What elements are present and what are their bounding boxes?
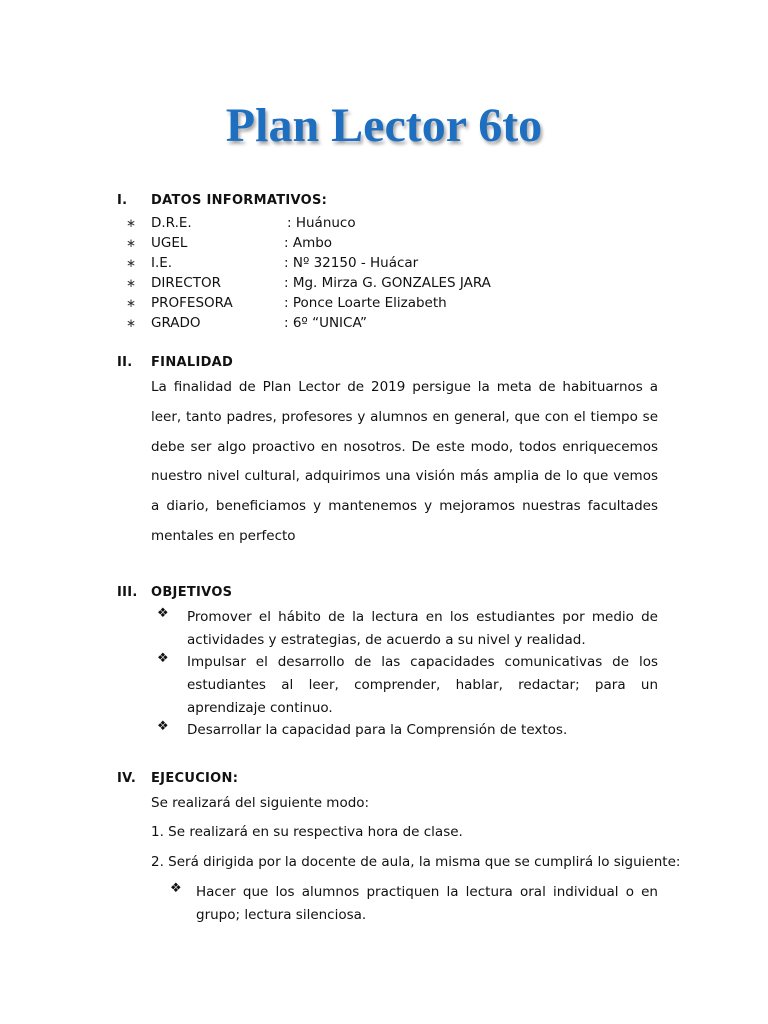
datos-row-grado — [126, 313, 646, 333]
ejecucion-subitem — [170, 881, 658, 927]
ejecucion-step: 1. Se realizará en su respectiva hora de clase. — [151, 824, 463, 840]
section-heading-datos — [117, 190, 327, 212]
datos-row-director — [126, 273, 646, 293]
section-title: OBJETIVOS — [151, 585, 233, 600]
datos-value: : Huánuco — [287, 215, 356, 231]
datos-list — [126, 213, 646, 333]
datos-value: : 6º “UNICA” — [284, 315, 368, 331]
objetivo-text: Desarrollar la capacidad para la Comprensión de textos. — [187, 722, 568, 738]
diamond-bullet-icon: ❖ — [170, 881, 182, 896]
datos-key: UGEL — [151, 235, 188, 251]
section-title: FINALIDAD — [151, 355, 234, 370]
objetivo-text: Impulsar el desarrollo de las capacidades comunicativas de los estudiantes al leer, comprender, hablar, redactar; para un aprendizaje continuo. — [187, 654, 658, 716]
diamond-bullet-icon: ❖ — [157, 651, 169, 666]
section-heading-objetivos — [117, 582, 232, 604]
asterisk-bullet-icon: ∗ — [126, 236, 137, 250]
objetivo-text: Promover el hábito de la lectura en los estudiantes por medio de actividades y estrategias, de acuerdo a su nivel y realidad. — [187, 609, 658, 648]
datos-row-ie — [126, 253, 646, 273]
ejecucion-step: 2. Será dirigida por la docente de aula, la misma que se cumplirá lo siguiente: — [151, 854, 681, 870]
section-heading-finalidad — [117, 352, 233, 374]
asterisk-bullet-icon: ∗ — [126, 216, 137, 230]
datos-row-dre — [126, 213, 646, 233]
datos-row-ugel — [126, 233, 646, 253]
datos-value: : Ambo — [284, 235, 333, 251]
datos-row-profesora — [126, 293, 646, 313]
section-title: EJECUCION: — [151, 771, 239, 786]
finalidad-paragraph: La finalidad de Plan Lector de 2019 persigue la meta de habituarnos a leer, tanto padres, profesores y alumnos en general, que con el tiempo se debe ser algo proactivo en nosotros. De este modo, todos enriquecemos nuestro nivel cultural, adquirimos una visión más amplia de lo que vemos a diario, beneficiamos y mantenemos y mejoramos nuestras facultades mentales en perfecto — [151, 379, 658, 544]
section-number: III. — [117, 585, 138, 600]
objetivo-item — [157, 719, 658, 742]
ejecucion-intro: Se realizará del siguiente modo: — [151, 795, 370, 811]
datos-value: : Ponce Loarte Elizabeth — [284, 295, 447, 311]
section-heading-ejecucion — [117, 768, 238, 790]
datos-value: : Nº 32150 - Huácar — [284, 255, 419, 271]
diamond-bullet-icon: ❖ — [157, 606, 169, 621]
document-title: Plan Lector 6to — [225, 99, 543, 152]
datos-key: D.R.E. — [151, 215, 192, 231]
ejecucion-subitem-text: Hacer que los alumnos practiquen la lectura oral individual o en grupo; lectura silenciosa. — [196, 884, 658, 923]
section-number: II. — [117, 355, 133, 370]
datos-key: I.E. — [151, 255, 173, 271]
objetivo-item — [157, 651, 658, 720]
asterisk-bullet-icon: ∗ — [126, 276, 137, 290]
datos-key: DIRECTOR — [151, 275, 221, 291]
datos-key: GRADO — [151, 315, 201, 331]
diamond-bullet-icon: ❖ — [157, 719, 169, 734]
asterisk-bullet-icon: ∗ — [126, 296, 137, 310]
section-number: I. — [117, 193, 128, 208]
section-title: DATOS INFORMATIVOS: — [151, 193, 328, 208]
asterisk-bullet-icon: ∗ — [126, 256, 137, 270]
asterisk-bullet-icon: ∗ — [126, 316, 137, 330]
section-number: IV. — [117, 771, 137, 786]
datos-value: : Mg. Mirza G. GONZALES JARA — [284, 275, 491, 291]
datos-key: PROFESORA — [151, 295, 233, 311]
objetivo-item — [157, 606, 658, 652]
